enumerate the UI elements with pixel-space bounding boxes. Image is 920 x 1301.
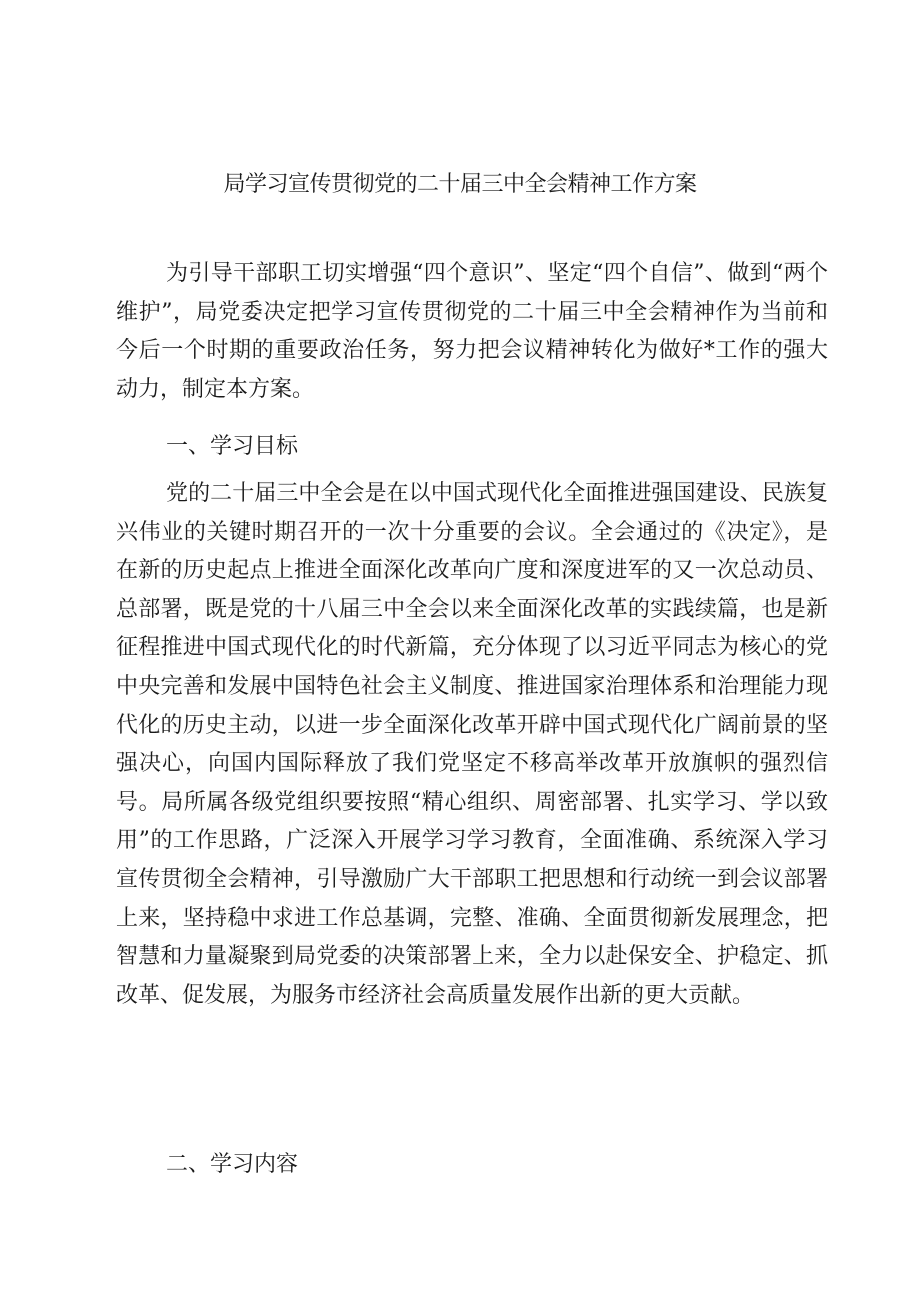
section-heading-goals: 一、学习目标 — [166, 434, 299, 459]
intro-paragraph: 为引导干部职工切实增强“四个意识”、坚定“四个自信”、做到“两个维护”，局党委决定把学习宣传贯彻党的二十届三中全会精神作为当前和今后一个时期的重要政治任务，努力把会议精神转化为做好*工作的强大动力，制定本方案。 — [116, 261, 828, 402]
document-title: 局学习宣传贯彻党的二十届三中全会精神工作方案 — [223, 172, 697, 197]
section-heading-content: 二、学习内容 — [166, 1152, 299, 1177]
section-goals-paragraph: 党的二十届三中全会是在以中国式现代化全面推进强国建设、民族复兴伟业的关键时期召开的一次十分重要的会议。全会通过的《决定》，是在新的历史起点上推进全面深化改革向广度和深度进军的又一次总动员、总部署，既是党的十八届三中全会以来全面深化改革的实践续篇，也是新征程推进中国式现代化的时代新篇，充分体现了以习近平同志为核心的党中央完善和发展中国特色社会主义制度、推进国家治理体系和治理能力现代化的历史主动，以进一步全面深化改革开辟中国式现代化广阔前景的坚强决心，向国内国际释放了我们党坚定不移高举改革开放旗帜的强烈信号。局所属各级党组织要按照“精心组织、周密部署、扎实学习、学以致用”的工作思路，广泛深入开展学习学习教育，全面准确、系统深入学习宣传贯彻全会精神，引导激励广大干部职工把思想和行动统一到会议部署上来，坚持稳中求进工作总基调，完整、准确、全面贯彻新发展理念，把智慧和力量凝聚到局党委的决策部署上来，全力以赴保安全、护稳定、抓改革、促发展，为服务市经济社会高质量发展作出新的更大贡献。 — [116, 481, 828, 1008]
